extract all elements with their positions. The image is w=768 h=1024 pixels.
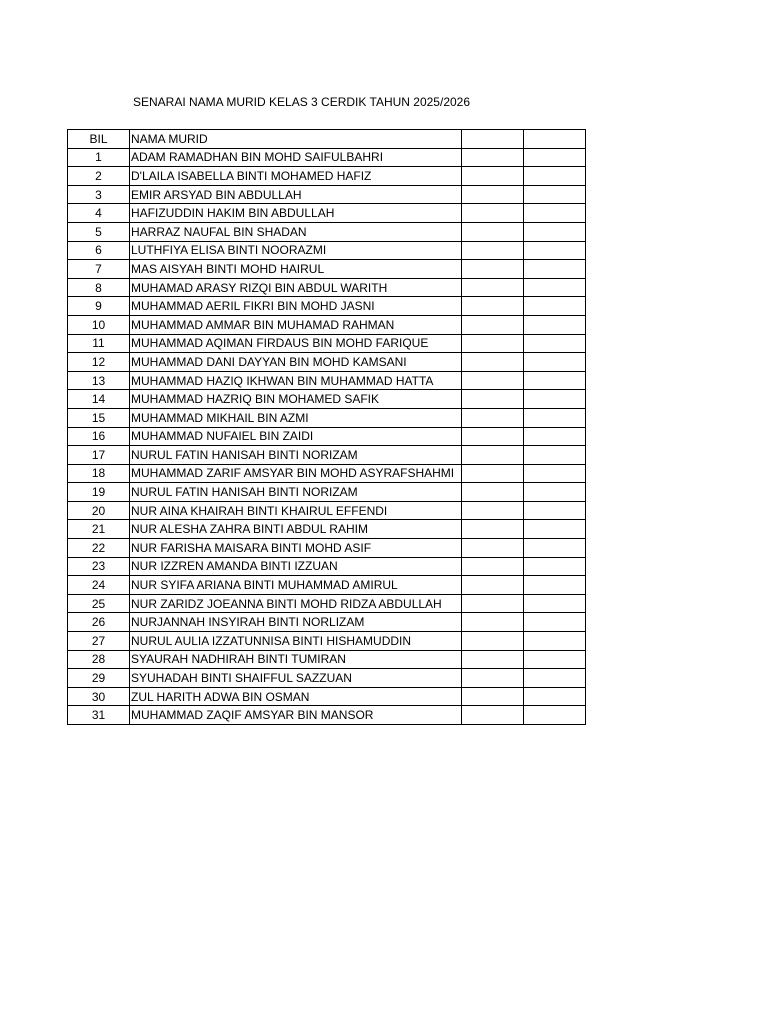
row-blank-cell-1 (462, 241, 524, 260)
row-student-name: MAS AISYAH BINTI MOHD HAIRUL (130, 260, 462, 279)
row-blank-cell-1 (462, 390, 524, 409)
row-blank-cell-2 (524, 539, 586, 558)
row-blank-cell-2 (524, 427, 586, 446)
header-bil: BIL (68, 130, 130, 149)
row-student-name: NUR ZARIDZ JOEANNA BINTI MOHD RIDZA ABDULLAH (130, 594, 462, 613)
row-blank-cell-2 (524, 669, 586, 688)
row-bil: 29 (68, 669, 130, 688)
row-blank-cell-1 (462, 408, 524, 427)
table-row (68, 167, 586, 186)
row-blank-cell-2 (524, 148, 586, 167)
row-student-name: MUHAMMAD ZARIF AMSYAR BIN MOHD ASYRAFSHAHMI (130, 464, 462, 483)
row-blank-cell-2 (524, 576, 586, 595)
row-bil: 7 (68, 260, 130, 279)
row-blank-cell-1 (462, 148, 524, 167)
table-row (68, 427, 586, 446)
row-student-name: ADAM RAMADHAN BIN MOHD SAIFULBAHRI (130, 148, 462, 167)
table-row (68, 483, 586, 502)
row-student-name: HAFIZUDDIN HAKIM BIN ABDULLAH (130, 204, 462, 223)
row-bil: 3 (68, 185, 130, 204)
row-blank-cell-1 (462, 669, 524, 688)
row-student-name: D'LAILA ISABELLA BINTI MOHAMED HAFIZ (130, 167, 462, 186)
row-blank-cell-1 (462, 539, 524, 558)
table-row (68, 222, 586, 241)
row-blank-cell-1 (462, 706, 524, 725)
row-bil: 9 (68, 297, 130, 316)
row-bil: 20 (68, 501, 130, 520)
row-blank-cell-1 (462, 167, 524, 186)
row-bil: 22 (68, 539, 130, 558)
row-blank-cell-2 (524, 632, 586, 651)
row-blank-cell-2 (524, 613, 586, 632)
row-blank-cell-1 (462, 483, 524, 502)
table-row (68, 501, 586, 520)
row-blank-cell-1 (462, 464, 524, 483)
row-bil: 21 (68, 520, 130, 539)
header-nama-murid: NAMA MURID (130, 130, 462, 149)
row-blank-cell-2 (524, 501, 586, 520)
row-student-name: NUR AINA KHAIRAH BINTI KHAIRUL EFFENDI (130, 501, 462, 520)
table-row (68, 650, 586, 669)
row-blank-cell-2 (524, 520, 586, 539)
row-bil: 26 (68, 613, 130, 632)
row-student-name: MUHAMMAD DANI DAYYAN BIN MOHD KAMSANI (130, 353, 462, 372)
row-bil: 4 (68, 204, 130, 223)
row-blank-cell-2 (524, 594, 586, 613)
table-row (68, 315, 586, 334)
row-blank-cell-2 (524, 353, 586, 372)
table-row (68, 148, 586, 167)
row-student-name: NUR SYIFA ARIANA BINTI MUHAMMAD AMIRUL (130, 576, 462, 595)
row-bil: 13 (68, 371, 130, 390)
row-blank-cell-1 (462, 371, 524, 390)
row-blank-cell-1 (462, 278, 524, 297)
table-row (68, 576, 586, 595)
row-student-name: MUHAMMAD AERIL FIKRI BIN MOHD JASNI (130, 297, 462, 316)
row-blank-cell-1 (462, 260, 524, 279)
row-student-name: NURUL AULIA IZZATUNNISA BINTI HISHAMUDDIN (130, 632, 462, 651)
row-bil: 12 (68, 353, 130, 372)
table-row (68, 557, 586, 576)
student-list-table (67, 129, 586, 725)
row-blank-cell-1 (462, 687, 524, 706)
row-bil: 19 (68, 483, 130, 502)
row-blank-cell-1 (462, 594, 524, 613)
table-row (68, 539, 586, 558)
row-student-name: NURUL FATIN HANISAH BINTI NORIZAM (130, 446, 462, 465)
row-bil: 15 (68, 408, 130, 427)
row-student-name: NUR FARISHA MAISARA BINTI MOHD ASIF (130, 539, 462, 558)
row-bil: 2 (68, 167, 130, 186)
table-row (68, 520, 586, 539)
row-student-name: EMIR ARSYAD BIN ABDULLAH (130, 185, 462, 204)
row-blank-cell-1 (462, 222, 524, 241)
row-bil: 24 (68, 576, 130, 595)
row-bil: 8 (68, 278, 130, 297)
row-bil: 18 (68, 464, 130, 483)
row-blank-cell-1 (462, 353, 524, 372)
table-row (68, 706, 586, 725)
row-blank-cell-1 (462, 576, 524, 595)
row-bil: 6 (68, 241, 130, 260)
row-blank-cell-2 (524, 464, 586, 483)
table-row (68, 241, 586, 260)
table-row (68, 390, 586, 409)
row-student-name: HARRAZ NAUFAL BIN SHADAN (130, 222, 462, 241)
table-row (68, 353, 586, 372)
row-student-name: MUHAMMAD HAZIQ IKHWAN BIN MUHAMMAD HATTA (130, 371, 462, 390)
row-student-name: MUHAMMAD NUFAIEL BIN ZAIDI (130, 427, 462, 446)
row-blank-cell-1 (462, 632, 524, 651)
row-student-name: MUHAMMAD ZAQIF AMSYAR BIN MANSOR (130, 706, 462, 725)
row-blank-cell-1 (462, 557, 524, 576)
header-blank-column-1 (462, 130, 524, 149)
row-blank-cell-2 (524, 297, 586, 316)
row-blank-cell-2 (524, 334, 586, 353)
row-blank-cell-1 (462, 427, 524, 446)
table-row (68, 371, 586, 390)
row-blank-cell-2 (524, 222, 586, 241)
table-row (68, 632, 586, 651)
row-blank-cell-2 (524, 204, 586, 223)
table-row (68, 297, 586, 316)
row-blank-cell-2 (524, 315, 586, 334)
row-bil: 1 (68, 148, 130, 167)
table-row (68, 446, 586, 465)
row-blank-cell-2 (524, 483, 586, 502)
row-blank-cell-1 (462, 501, 524, 520)
table-row (68, 334, 586, 353)
row-blank-cell-1 (462, 520, 524, 539)
row-bil: 25 (68, 594, 130, 613)
row-bil: 27 (68, 632, 130, 651)
row-blank-cell-1 (462, 446, 524, 465)
row-student-name: SYAURAH NADHIRAH BINTI TUMIRAN (130, 650, 462, 669)
row-student-name: SYUHADAH BINTI SHAIFFUL SAZZUAN (130, 669, 462, 688)
row-blank-cell-1 (462, 185, 524, 204)
row-student-name: NUR IZZREN AMANDA BINTI IZZUAN (130, 557, 462, 576)
row-blank-cell-2 (524, 706, 586, 725)
row-bil: 11 (68, 334, 130, 353)
row-student-name: NURJANNAH INSYIRAH BINTI NORLIZAM (130, 613, 462, 632)
row-blank-cell-2 (524, 408, 586, 427)
row-student-name: LUTHFIYA ELISA BINTI NOORAZMI (130, 241, 462, 260)
page-title: SENARAI NAMA MURID KELAS 3 CERDIK TAHUN 2025/2026 (133, 95, 471, 109)
row-student-name: MUHAMMAD AMMAR BIN MUHAMAD RAHMAN (130, 315, 462, 334)
row-student-name: NUR ALESHA ZAHRA BINTI ABDUL RAHIM (130, 520, 462, 539)
table-row (68, 687, 586, 706)
row-blank-cell-2 (524, 446, 586, 465)
row-bil: 30 (68, 687, 130, 706)
row-student-name: ZUL HARITH ADWA BIN OSMAN (130, 687, 462, 706)
row-blank-cell-1 (462, 315, 524, 334)
table-row (68, 408, 586, 427)
table-row (68, 613, 586, 632)
table-header-row (68, 130, 586, 149)
table-row (68, 278, 586, 297)
row-blank-cell-2 (524, 185, 586, 204)
row-bil: 23 (68, 557, 130, 576)
header-blank-column-2 (524, 130, 586, 149)
row-bil: 28 (68, 650, 130, 669)
row-blank-cell-2 (524, 278, 586, 297)
row-bil: 10 (68, 315, 130, 334)
table-row (68, 185, 586, 204)
row-blank-cell-2 (524, 167, 586, 186)
row-blank-cell-1 (462, 613, 524, 632)
row-blank-cell-2 (524, 557, 586, 576)
row-blank-cell-1 (462, 204, 524, 223)
row-blank-cell-2 (524, 371, 586, 390)
row-blank-cell-1 (462, 334, 524, 353)
row-student-name: MUHAMMAD HAZRIQ BIN MOHAMED SAFIK (130, 390, 462, 409)
table-row (68, 204, 586, 223)
row-bil: 16 (68, 427, 130, 446)
row-blank-cell-2 (524, 687, 586, 706)
table-row (68, 669, 586, 688)
row-bil: 31 (68, 706, 130, 725)
row-bil: 17 (68, 446, 130, 465)
table-body (68, 130, 586, 725)
row-student-name: MUHAMMAD MIKHAIL BIN AZMI (130, 408, 462, 427)
table-row (68, 594, 586, 613)
row-blank-cell-2 (524, 650, 586, 669)
row-student-name: NURUL FATIN HANISAH BINTI NORIZAM (130, 483, 462, 502)
row-blank-cell-2 (524, 260, 586, 279)
row-student-name: MUHAMMAD AQIMAN FIRDAUS BIN MOHD FARIQUE (130, 334, 462, 353)
row-student-name: MUHAMAD ARASY RIZQI BIN ABDUL WARITH (130, 278, 462, 297)
row-bil: 5 (68, 222, 130, 241)
row-bil: 14 (68, 390, 130, 409)
row-blank-cell-2 (524, 390, 586, 409)
table-row (68, 260, 586, 279)
row-blank-cell-1 (462, 650, 524, 669)
row-blank-cell-1 (462, 297, 524, 316)
table-row (68, 464, 586, 483)
row-blank-cell-2 (524, 241, 586, 260)
